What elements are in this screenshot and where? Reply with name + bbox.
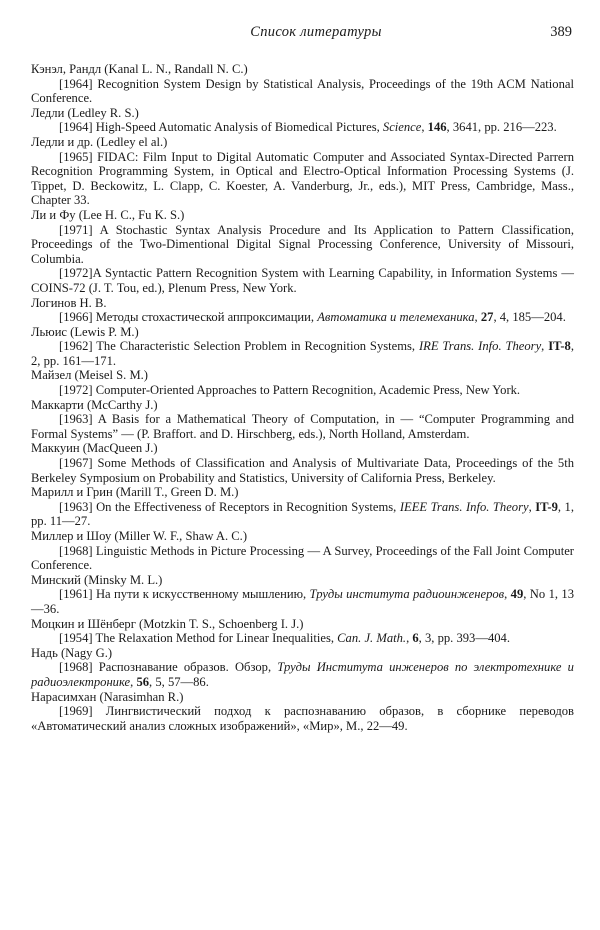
reference-source: IRE Trans. Info. Theory: [418, 339, 542, 354]
reference-item: [31, 266, 574, 295]
reference-separator: ,: [406, 631, 413, 646]
reference-volume: IT-9: [535, 499, 558, 514]
reference-item: [31, 383, 574, 398]
entry-author: Майзел (Meisel S. M.): [31, 368, 148, 383]
entry-author: Марилл и Грин (Marill T., Green D. M.): [31, 485, 239, 500]
reference-title: На пути к искусственному мышлению,: [92, 587, 310, 602]
reference-item: [31, 544, 574, 573]
bibliography-entry: [31, 62, 574, 106]
bibliography-entry: [31, 617, 574, 646]
bibliography-entry: [31, 398, 574, 442]
reference-pages: , 3641, pp. 216—223.: [446, 120, 557, 135]
reference-item: [31, 120, 574, 135]
bibliography-entry: [31, 690, 574, 734]
entry-author: Ли и Фу (Lee H. C., Fu K. S.): [31, 207, 185, 222]
reference-pages: , 2, pp. 161—171.: [31, 339, 574, 368]
reference-year: [1965]: [59, 149, 93, 164]
bibliography-entry: [31, 529, 574, 573]
page-header: [60, 24, 572, 46]
bibliography-entry: [31, 135, 574, 208]
reference-item: [31, 150, 574, 208]
entry-author: Миллер и Шоу (Miller W. F., Shaw A. C.): [31, 529, 248, 543]
reference-item: [31, 704, 574, 733]
bibliography-entry: [31, 573, 574, 617]
reference-item: [31, 310, 574, 325]
bibliography-entry: [31, 646, 574, 690]
reference-volume: IT-8: [548, 339, 571, 354]
reference-text: Computer-Oriented Approaches to Pattern Recognition, Academic Press, New York.: [92, 383, 521, 398]
reference-volume: 146: [427, 120, 447, 135]
reference-text: A Stochastic Syntax Analysis Procedure and Its Application to Pattern Classification, Proceedings of the Two-Dimentional Digital Signal Processing Conference, University of Missouri, Columbia.: [31, 222, 574, 266]
reference-volume: 56: [136, 674, 150, 689]
reference-year: [1963]: [59, 412, 93, 427]
reference-pages: , 1, pp. 11—27.: [31, 499, 575, 529]
reference-separator: ,: [421, 120, 428, 135]
reference-year: [1954]: [59, 631, 93, 646]
entry-author: Ледли и др. (Ledley el al.): [31, 134, 168, 149]
reference-year: [1972]: [59, 266, 93, 281]
entry-author: Надь (Nagy G.): [31, 645, 113, 660]
entry-author: Ледли (Ledley R. S.): [31, 105, 139, 120]
reference-year: [1961]: [59, 587, 93, 602]
reference-source: Труды Института инженеров по электротехнике и радиоэлектронике: [31, 660, 574, 689]
bibliography-entry: [31, 441, 574, 485]
reference-title: High-Speed Automatic Analysis of Biomedical Pictures,: [92, 120, 383, 135]
entry-author: Минский (Minsky M. L.): [31, 572, 163, 587]
bibliography-entry: [31, 325, 574, 369]
reference-separator: ,: [474, 310, 481, 325]
reference-title: On the Effectiveness of Receptors in Recognition Systems,: [92, 499, 400, 514]
reference-source: Автоматика и телемеханика: [317, 310, 475, 325]
running-title: Список литературы: [250, 24, 382, 40]
entry-author: Маккуин (MacQueen J.): [31, 441, 158, 456]
reference-year: [1967]: [59, 456, 93, 471]
reference-text: Recognition System Design by Statistical Analysis, Proceedings of the 19th ACM National Conference.: [31, 76, 574, 106]
bibliography-entry: [31, 208, 574, 296]
reference-item: [31, 77, 574, 106]
reference-year: [1968]: [59, 660, 93, 675]
reference-item: [31, 500, 574, 529]
bibliography-entry: [31, 485, 574, 529]
reference-separator: ,: [528, 499, 536, 514]
reference-text: Some Methods of Classification and Analysis of Multivariate Data, Proceedings of the 5th Berkeley Symposium on Probability and Statistics, University of California Press, Berkeley.: [31, 456, 574, 485]
reference-source: Science: [382, 120, 422, 135]
reference-year: [1968]: [59, 543, 93, 558]
reference-text: A Syntactic Pattern Recognition System with Learning Capability, in Information Systems — COINS-72 (J. T. Tou, ed.), Plenum Press, New York.: [31, 266, 574, 295]
reference-volume: 27: [480, 310, 494, 325]
reference-separator: ,: [541, 339, 549, 354]
reference-pages: , 5, 57—86.: [149, 674, 209, 689]
entry-author: Нарасимхан (Narasimhan R.): [31, 689, 184, 704]
page-number: 389: [550, 24, 572, 40]
reference-pages: , No 1, 13—36.: [31, 587, 574, 616]
reference-item: [31, 412, 574, 441]
reference-title: The Characteristic Selection Problem in Recognition Systems,: [92, 339, 419, 354]
reference-item: [31, 587, 574, 616]
bibliography-entry: [31, 368, 574, 397]
reference-separator: ,: [504, 587, 511, 602]
entry-author: Маккарти (McCarthy J.): [31, 397, 158, 412]
reference-title: Распознавание образов. Обзор,: [92, 660, 278, 675]
reference-year: [1964]: [59, 120, 93, 135]
reference-item: [31, 339, 574, 368]
reference-item: [31, 660, 574, 689]
bibliography-entry: [31, 106, 574, 135]
reference-year: [1966]: [59, 310, 93, 325]
entry-author: Кэнэл, Рандл (Kanal L. N., Randall N. C.): [31, 62, 248, 76]
reference-volume: 6: [412, 631, 419, 646]
reference-source: Труды института радиоинженеров: [309, 587, 505, 602]
reference-source: IEEE Trans. Info. Theory: [399, 499, 529, 514]
reference-text: Лингвистический подход к распознаванию образов, в сборнике переводов «Автоматический анализ сложных изображений», «Мир», М., 22—49.: [31, 704, 574, 733]
reference-year: [1971]: [59, 222, 93, 237]
reference-item: [31, 631, 574, 646]
reference-item: [31, 223, 574, 267]
entry-author: Льюис (Lewis P. M.): [31, 324, 139, 339]
reference-title: The Relaxation Method for Linear Inequalities,: [92, 631, 338, 646]
reference-item: [31, 456, 574, 485]
reference-year: [1963]: [59, 499, 93, 514]
entry-author: Логинов Н. В.: [31, 295, 107, 310]
entry-author: Моцкин и Шёнберг (Motzkin T. S., Schoenberg I. J.): [31, 616, 304, 631]
bibliography-entry: [31, 296, 574, 325]
reference-text: A Basis for a Mathematical Theory of Computation, in — “Computer Programming and Formal Systems” — (P. Braffort. and D. Hirschberg, eds.), North Holland, Amsterdam.: [31, 412, 574, 441]
reference-text: FIDAC: Film Input to Digital Automatic Computer and Associated Syntax-Directed Parrern Recognition Programming System, in Optical and Electro-Optical Information Processing Systems (J. Tippet, D. Beckowitz, L. Clapp, C. Koester, A. Vanderburg, Jr., eds.), MIT Press, Cambridge, Mass., Chapter 33.: [31, 149, 574, 208]
reference-year: [1964]: [59, 76, 93, 91]
reference-volume: 49: [510, 587, 524, 602]
reference-source: Can. J. Math.: [337, 631, 407, 646]
reference-year: [1969]: [59, 704, 93, 719]
bibliography-list: [31, 62, 574, 733]
reference-pages: , 4, 185—204.: [493, 310, 566, 325]
reference-separator: ,: [130, 674, 137, 689]
reference-title: Методы стохастической аппроксимации,: [92, 310, 318, 325]
reference-year: [1972]: [59, 383, 93, 398]
reference-pages: , 3, pp. 393—404.: [418, 631, 510, 646]
reference-text: Linguistic Methods in Picture Processing — A Survey, Proceedings of the Fall Joint Computer Conference.: [31, 543, 574, 573]
reference-year: [1962]: [59, 339, 93, 354]
